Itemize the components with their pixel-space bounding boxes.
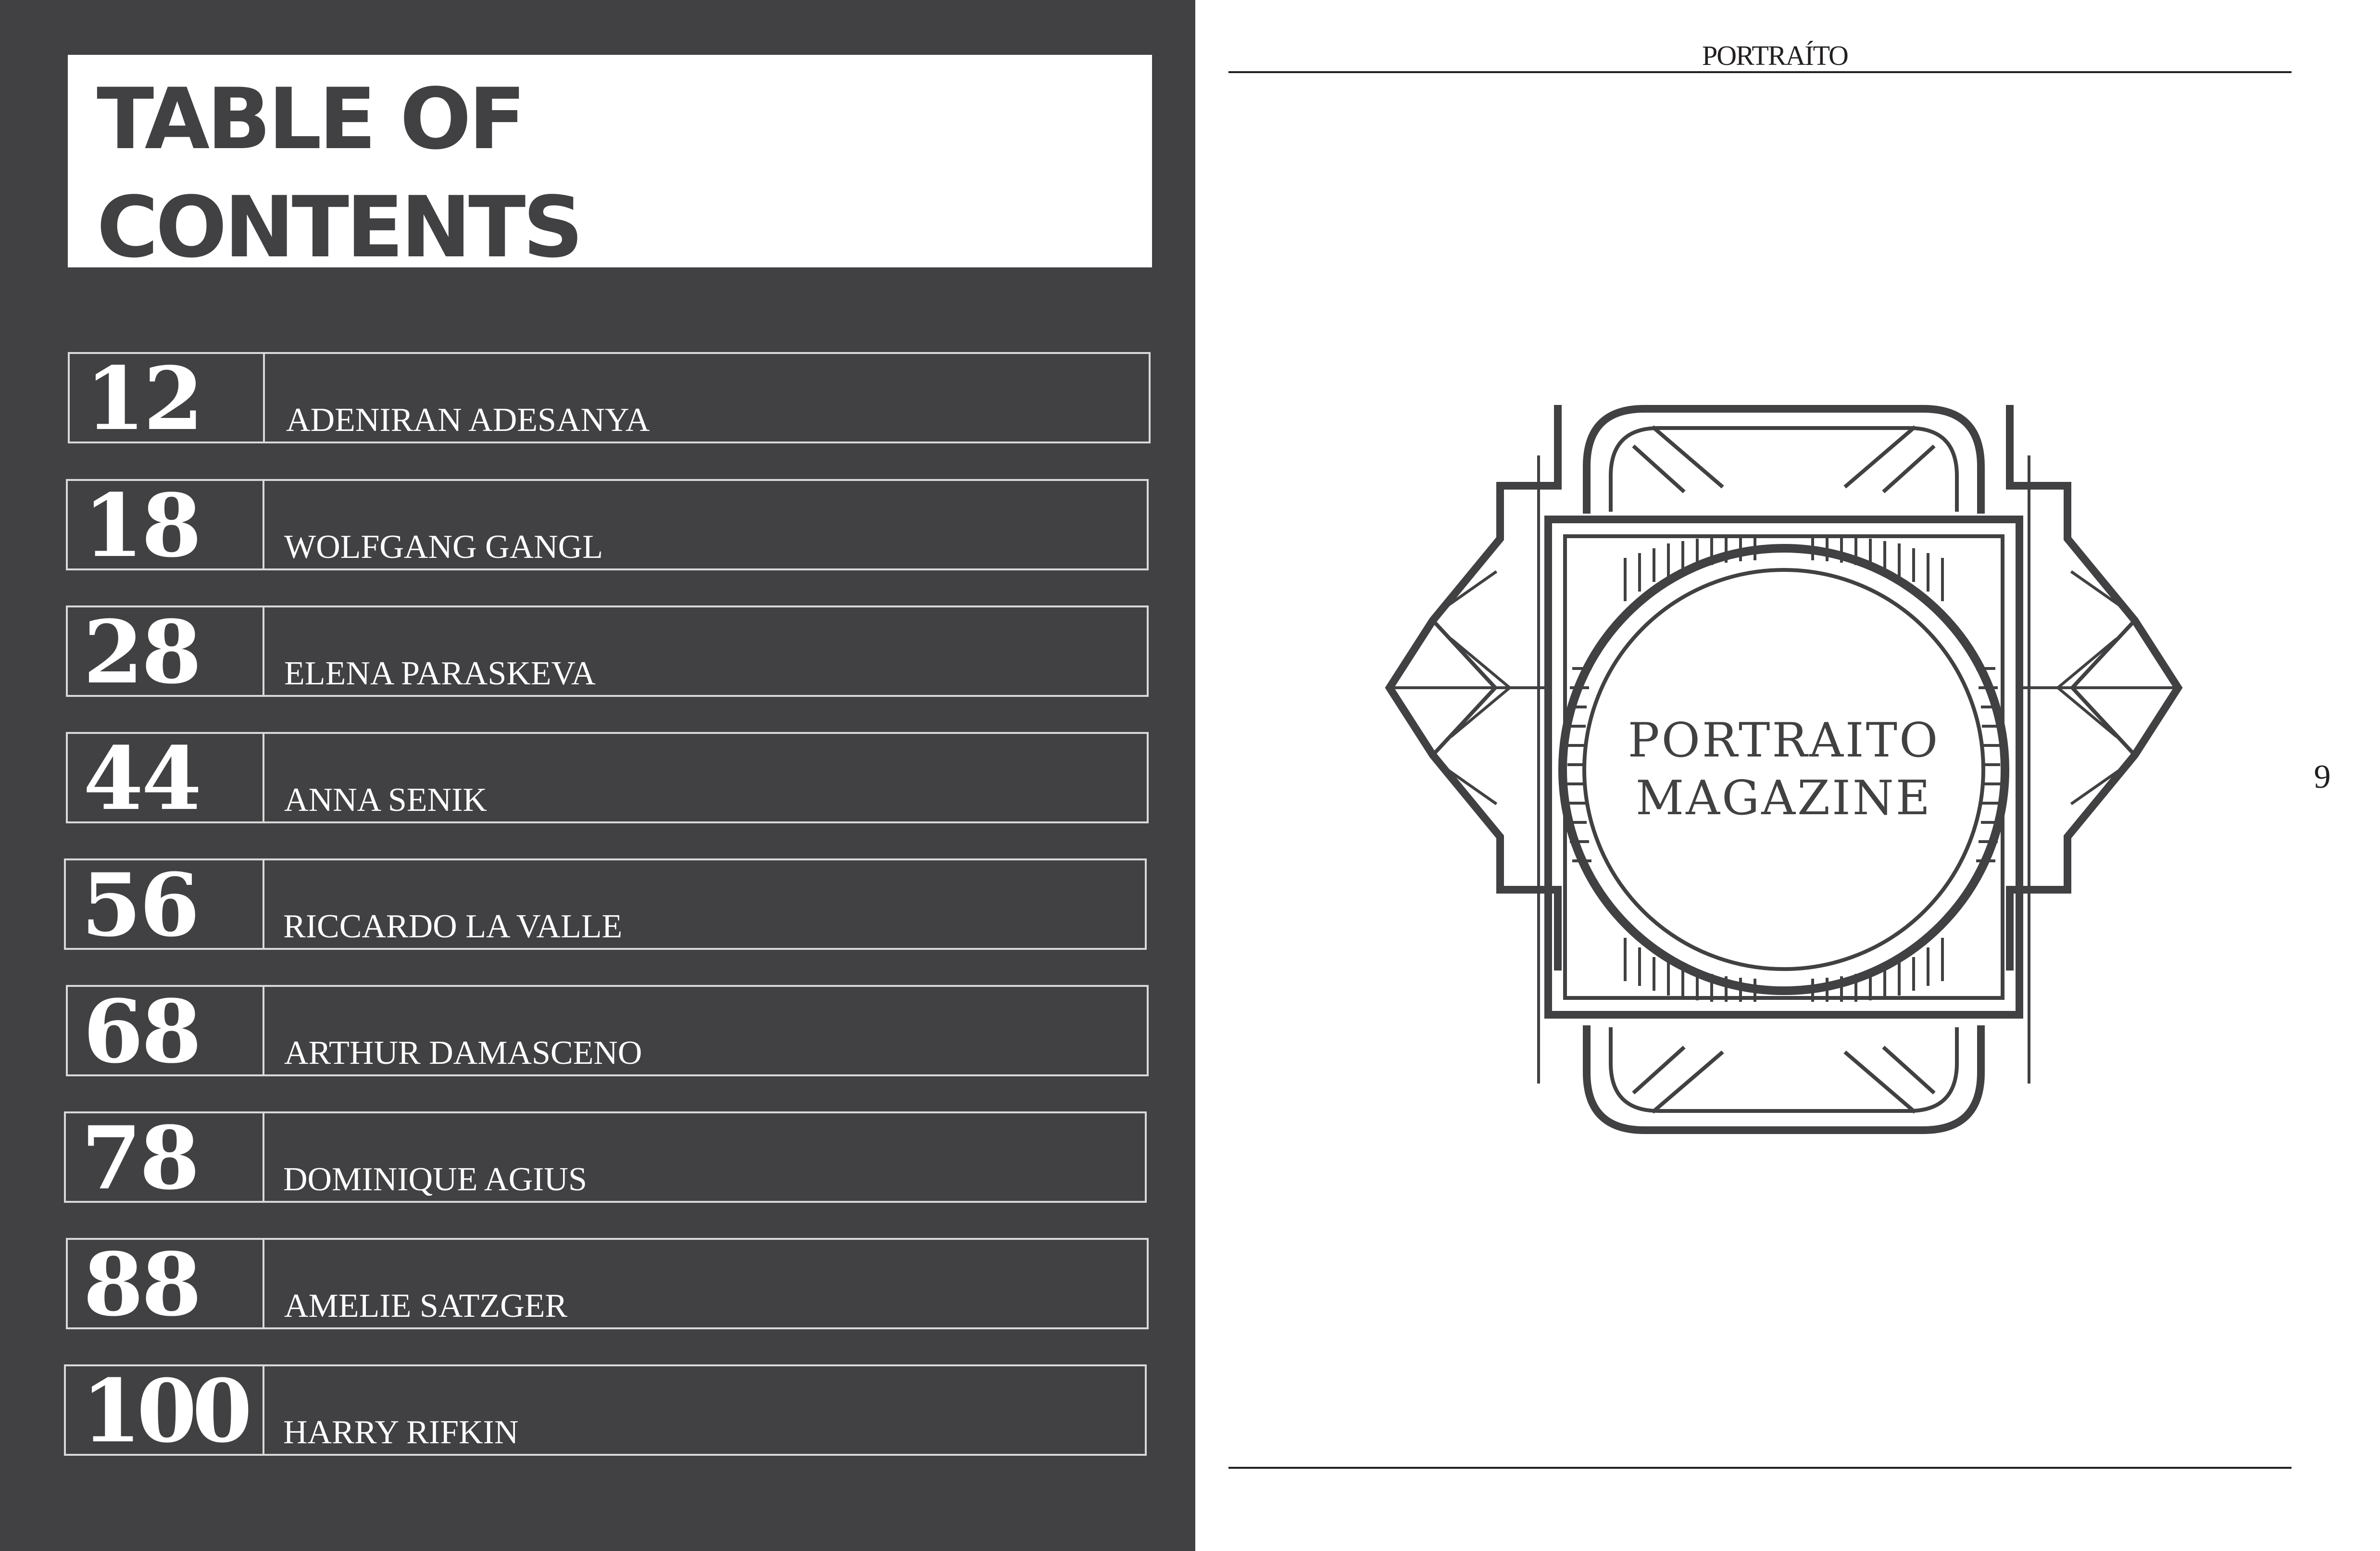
toc-entry[interactable] [64,1108,1147,1209]
toc-entry-divider [263,987,264,1074]
page-number: 9 [2314,758,2331,795]
toc-entry-divider [263,1366,264,1454]
emblem-line-1: PORTRAITO [1628,713,1940,768]
toc-entry-page: 78 [81,1108,198,1209]
toc-entry-name: HARRY RIFKIN [283,1414,519,1451]
toc-entry-name: ADENIRAN ADESANYA [286,402,650,439]
toc-entry-divider [263,1240,264,1327]
toc-entry[interactable] [66,475,1149,577]
footer-rule [1228,1467,2292,1469]
toc-entry-divider [263,354,265,441]
toc-entry-page: 12 [85,348,202,450]
toc-entry-name: RICCARDO LA VALLE [283,908,623,945]
toc-entry[interactable] [64,1361,1147,1462]
toc-entry-page: 56 [81,855,198,956]
toc-entry-divider [263,607,264,695]
toc-entry[interactable] [66,1234,1149,1336]
toc-entry-name: DOMINIQUE AGIUS [283,1161,587,1198]
toc-title [97,65,580,282]
toc-entry[interactable] [64,855,1147,956]
toc-entry[interactable] [68,348,1151,450]
toc-entry-divider [263,860,264,948]
toc-entry-page: 18 [83,475,200,577]
toc-entry-divider [263,481,264,568]
toc-title-line-2: CONTENTS [97,179,581,277]
toc-title-line-1: TABLE OF [97,71,523,168]
toc-entry-name: ANNA SENIK [284,782,487,819]
toc-entry-page: 28 [83,602,200,703]
toc-entry-name: ELENA PARASKEVA [284,655,596,692]
toc-entry-name: WOLFGANG GANGL [284,529,603,566]
toc-entry[interactable] [66,602,1149,703]
toc-entry-divider [263,734,264,821]
toc-entry-page: 100 [81,1361,248,1462]
header-rule [1228,71,2292,73]
toc-entry-page: 44 [83,728,200,830]
toc-entry-name: AMELIE SATZGER [284,1287,568,1324]
toc-entry-page: 88 [83,1234,200,1336]
toc-entry-name: ARTHUR DAMASCENO [284,1034,642,1072]
toc-title-box [68,55,1152,277]
toc-entry-divider [263,1113,264,1201]
toc-entry-page: 68 [83,981,200,1083]
toc-entry[interactable] [66,981,1149,1083]
emblem-line-2: MAGAZINE [1635,771,1932,826]
toc-entry[interactable] [66,728,1149,830]
running-header: PORTRAÍTO [1702,40,1848,71]
emblem-text [1601,712,1967,827]
